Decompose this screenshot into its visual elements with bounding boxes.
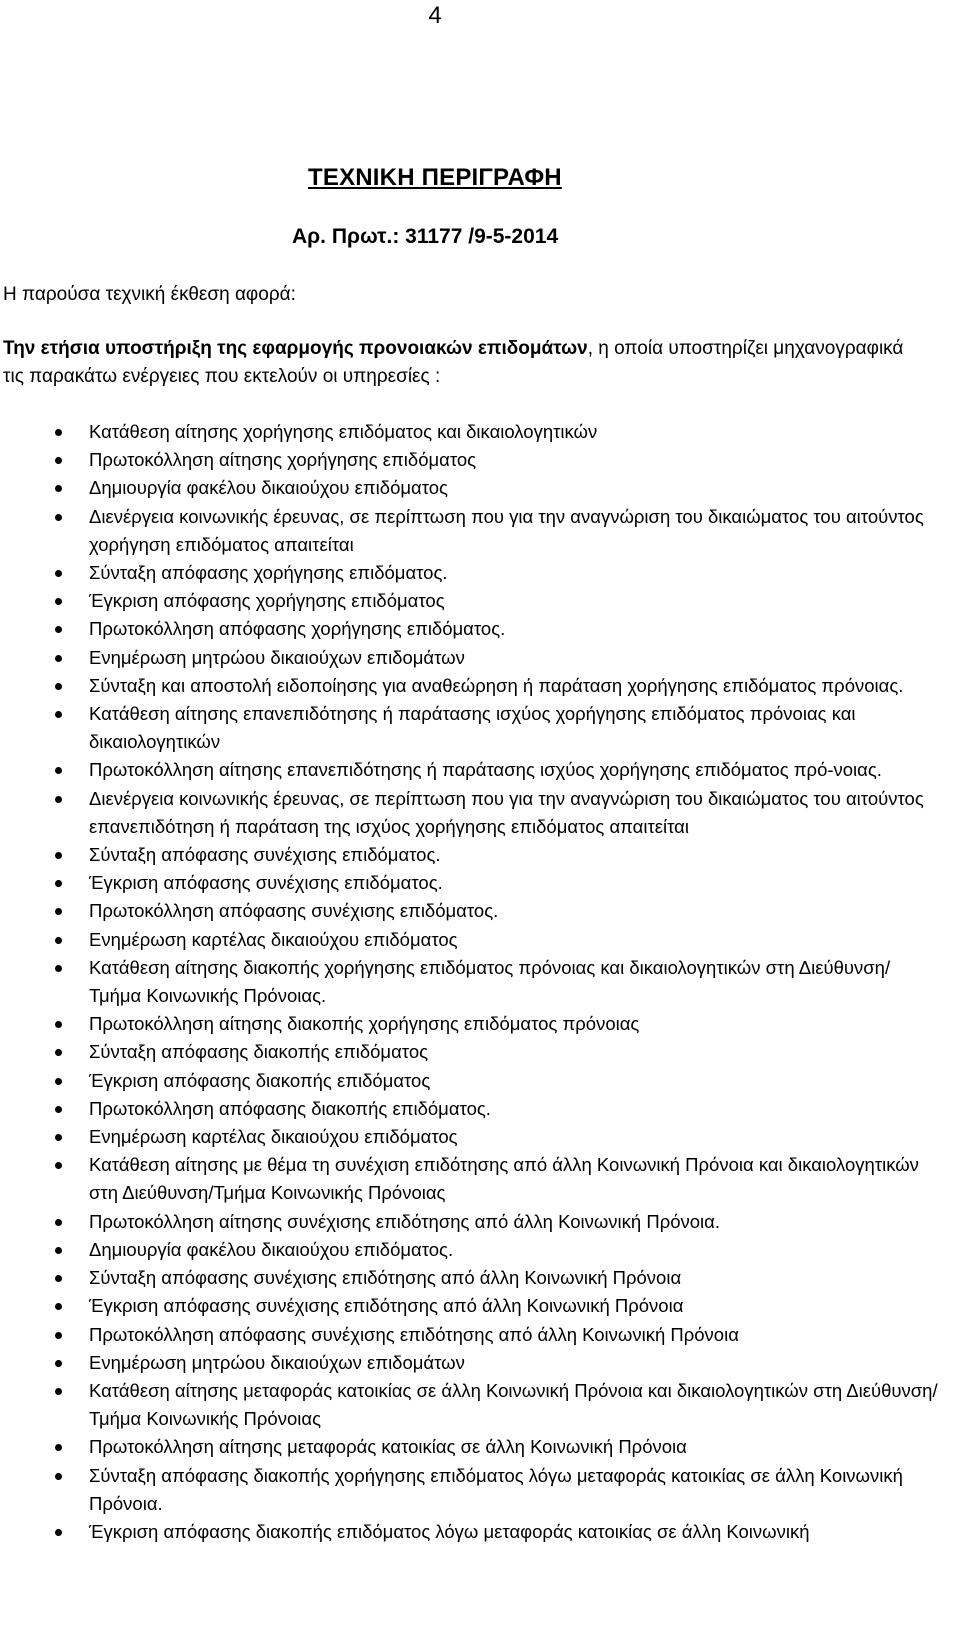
bullet-icon xyxy=(55,485,62,492)
subject-label: Η παρούσα τεχνική έκθεση αφορά: xyxy=(3,284,296,305)
list-item xyxy=(0,1038,960,1066)
bullet-icon xyxy=(55,626,62,633)
protocol-number: Αρ. Πρωτ.: 31177 /9-5-2014 xyxy=(292,225,559,248)
list-item xyxy=(0,1377,960,1433)
list-item xyxy=(0,700,960,756)
bullet-icon xyxy=(55,1021,62,1028)
list-item-text: Σύνταξη απόφασης συνέχισης επιδόματος. xyxy=(89,844,441,866)
bullet-icon xyxy=(55,457,62,464)
list-item-text: Πρωτοκόλληση αίτησης μεταφοράς κατοικίας σε άλλη Κοινωνική Πρόνοια xyxy=(89,1436,687,1458)
list-item xyxy=(0,559,960,587)
list-item-text: Διενέργεια κοινωνικής έρευνας, σε περίπτωση που για την αναγνώριση του δικαιώματος του αιτούντος χορήγηση επιδόματος απαιτείται xyxy=(89,505,924,555)
actions-list xyxy=(0,418,960,1546)
list-item-text: Πρωτοκόλληση απόφασης συνέχισης επιδότησης από άλλη Κοινωνική Πρόνοια xyxy=(89,1323,739,1345)
bullet-icon xyxy=(55,429,62,436)
bullet-icon xyxy=(55,683,62,690)
bullet-icon xyxy=(55,767,62,774)
bullet-icon xyxy=(55,514,62,521)
list-item xyxy=(0,1518,960,1546)
list-item xyxy=(0,418,960,446)
list-item-text: Σύνταξη απόφασης χορήγησης επιδόματος. xyxy=(89,562,448,584)
bullet-icon xyxy=(55,570,62,577)
bullet-icon xyxy=(55,655,62,662)
list-item-text: Δημιουργία φακέλου δικαιούχου επιδόματος xyxy=(89,477,448,499)
bullet-icon xyxy=(55,880,62,887)
list-item xyxy=(0,1208,960,1236)
document-title: ΤΕΧΝΙΚΗ ΠΕΡΙΓΡΑΦΗ xyxy=(308,164,562,191)
list-item-text: Πρωτοκόλληση απόφασης χορήγησης επιδόματος. xyxy=(89,618,506,640)
list-item-text: Σύνταξη απόφασης διακοπής επιδόματος xyxy=(89,1041,429,1063)
bullet-icon xyxy=(55,1162,62,1169)
list-item xyxy=(0,756,960,784)
list-item xyxy=(0,841,960,869)
list-item-text: Έγκριση απόφασης χορήγησης επιδόματος xyxy=(89,590,445,612)
list-item-text: Πρωτοκόλληση απόφασης συνέχισης επιδόματος. xyxy=(89,900,499,922)
bullet-icon xyxy=(55,1388,62,1395)
list-item xyxy=(0,1151,960,1207)
list-item xyxy=(0,1067,960,1095)
list-item xyxy=(0,446,960,474)
bullet-icon xyxy=(55,965,62,972)
bullet-icon xyxy=(55,1473,62,1480)
list-item-text: Έγκριση απόφασης διακοπής επιδόματος λόγω μεταφοράς κατοικίας σε άλλη Κοινωνική xyxy=(89,1520,810,1542)
list-item xyxy=(0,1292,960,1320)
list-item xyxy=(0,897,960,925)
list-item-text: Πρωτοκόλληση απόφασης διακοπής επιδόματος. xyxy=(89,1097,491,1119)
list-item xyxy=(0,785,960,841)
list-item-text: Κατάθεση αίτησης διακοπής χορήγησης επιδόματος πρόνοιας και δικαιολογητικών στη Διεύθυνση/Τμήμα Κοινωνικής Πρόνοιας. xyxy=(89,956,891,1007)
list-item xyxy=(0,926,960,954)
bullet-icon xyxy=(55,1275,62,1282)
intro-text: , η οποία υποστηρίζει μηχανογραφικά τις παρακάτω ενέργειες που εκτελούν οι υπηρεσίες : xyxy=(3,338,904,387)
list-item-text: Διενέργεια κοινωνικής έρευνας, σε περίπτωση που για την αναγνώριση του δικαιώματος του αιτούντος επανεπιδότηση ή παράταση της ισχύος χορήγησης επιδόματος απαιτείται xyxy=(89,787,924,837)
bullet-icon xyxy=(55,1219,62,1226)
list-item-text: Δημιουργία φακέλου δικαιούχου επιδόματος. xyxy=(89,1238,454,1260)
list-item xyxy=(0,954,960,1010)
list-item xyxy=(0,1462,960,1518)
bullet-icon xyxy=(55,1134,62,1141)
bullet-icon xyxy=(55,1444,62,1451)
list-item-text: Ενημέρωση μητρώου δικαιούχων επιδομάτων xyxy=(89,646,465,668)
list-item xyxy=(0,1095,960,1123)
list-item xyxy=(0,474,960,502)
bullet-icon xyxy=(55,852,62,859)
list-item-text: Κατάθεση αίτησης μεταφοράς κατοικίας σε άλλη Κοινωνική Πρόνοια και δικαιολογητικών στη Διεύθυνση/Τμήμα Κοινωνικής Πρόνοιας xyxy=(89,1379,938,1430)
list-item xyxy=(0,644,960,672)
bullet-icon xyxy=(55,937,62,944)
list-item xyxy=(0,1321,960,1349)
bullet-icon xyxy=(55,1049,62,1056)
list-item xyxy=(0,1433,960,1461)
intro-paragraph xyxy=(3,335,923,391)
list-item-text: Σύνταξη απόφασης διακοπής χορήγησης επιδόματος λόγω μεταφοράς κατοικίας σε άλλη Κοινωνική Πρόνοια. xyxy=(89,1464,903,1514)
bullet-icon xyxy=(55,1332,62,1339)
list-item-text: Κατάθεση αίτησης με θέμα τη συνέχιση επιδότησης από άλλη Κοινωνική Πρόνοια και δικαιολογητικών στη Διεύθυνση/Τμήμα Κοινωνικής Πρόνοιας xyxy=(89,1154,919,1204)
intro-bold-text: Την ετήσια υποστήριξη της εφαρμογής προνοιακών επιδομάτων xyxy=(3,338,588,359)
list-item xyxy=(0,1010,960,1038)
bullet-icon xyxy=(55,1529,62,1536)
bullet-icon xyxy=(55,796,62,803)
list-item xyxy=(0,1349,960,1377)
list-item-text: Σύνταξη και αποστολή ειδοποίησης για αναθεώρηση ή παράταση χορήγησης επιδόματος πρόνοιας. xyxy=(89,674,904,696)
list-item xyxy=(0,503,960,559)
list-item xyxy=(0,587,960,615)
list-item-text: Έγκριση απόφασης διακοπής επιδόματος xyxy=(89,1069,431,1091)
list-item-text: Έγκριση απόφασης συνέχισης επιδόματος. xyxy=(89,872,443,894)
list-item xyxy=(0,1123,960,1151)
bullet-icon xyxy=(55,1247,62,1254)
list-item-text: Ενημέρωση καρτέλας δικαιούχου επιδόματος xyxy=(89,1126,458,1148)
list-item-text: Κατάθεση αίτησης επανεπιδότησης ή παράτασης ισχύος χορήγησης επιδόματος πρόνοιας και δικαιολογητικών xyxy=(89,703,856,753)
bullet-icon xyxy=(55,908,62,915)
list-item-text: Ενημέρωση καρτέλας δικαιούχου επιδόματος xyxy=(89,928,458,950)
bullet-icon xyxy=(55,1303,62,1310)
list-item-text: Ενημέρωση μητρώου δικαιούχων επιδομάτων xyxy=(89,1351,465,1373)
list-item-text: Πρωτοκόλληση αίτησης χορήγησης επιδόματος xyxy=(89,449,477,471)
bullet-icon xyxy=(55,711,62,718)
bullet-icon xyxy=(55,1078,62,1085)
list-item-text: Πρωτοκόλληση αίτησης επανεπιδότησης ή παράτασης ισχύος χορήγησης επιδόματος πρό-νοιας. xyxy=(89,759,882,781)
list-item-text: Πρωτοκόλληση αίτησης συνέχισης επιδότησης από άλλη Κοινωνική Πρόνοια. xyxy=(89,1210,720,1232)
list-item xyxy=(0,615,960,643)
list-item-text: Πρωτοκόλληση αίτησης διακοπής χορήγησης επιδόματος πρόνοιας xyxy=(89,1013,640,1035)
list-item xyxy=(0,1264,960,1292)
list-item-text: Έγκριση απόφασης συνέχισης επιδότησης από άλλη Κοινωνική Πρόνοια xyxy=(89,1295,684,1317)
page-number: 4 xyxy=(428,2,442,29)
bullet-icon xyxy=(55,1360,62,1367)
list-item-text: Κατάθεση αίτησης χορήγησης επιδόματος και δικαιολογητικών xyxy=(89,421,598,442)
list-item-text: Σύνταξη απόφασης συνέχισης επιδότησης από άλλη Κοινωνική Πρόνοια xyxy=(89,1267,682,1289)
list-item xyxy=(0,1236,960,1264)
bullet-icon xyxy=(55,1106,62,1113)
list-item xyxy=(0,869,960,897)
list-item xyxy=(0,672,960,700)
bullet-icon xyxy=(55,598,62,605)
